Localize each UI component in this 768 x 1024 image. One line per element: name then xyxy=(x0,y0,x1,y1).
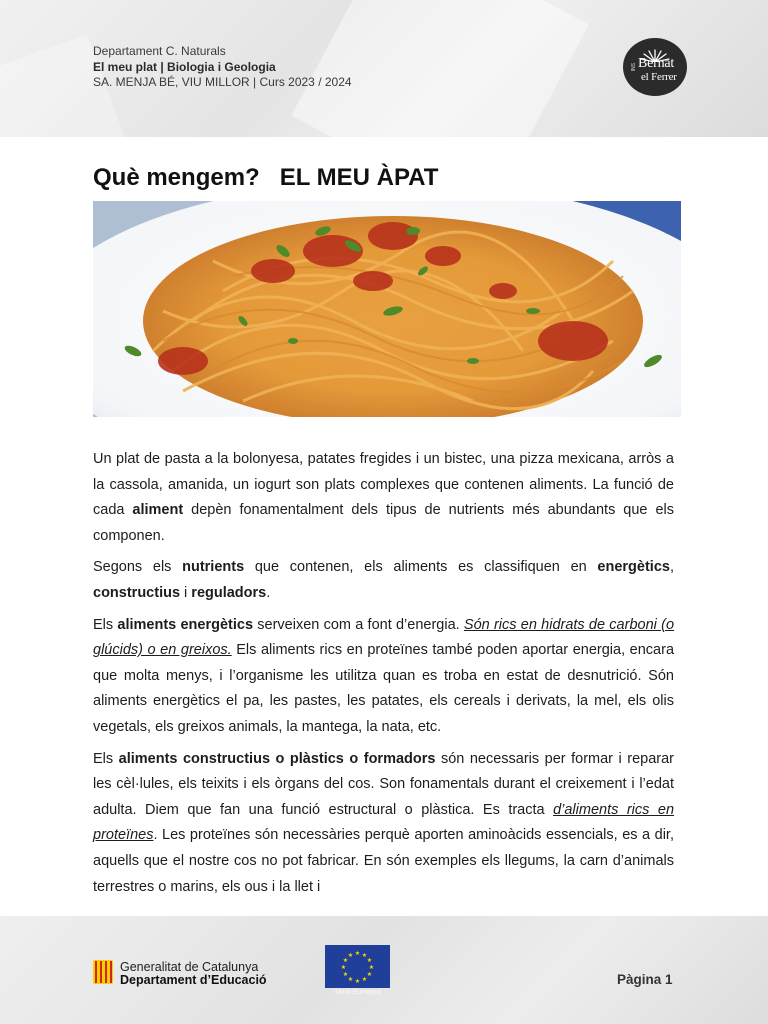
text-span: són necessaris per formar i reparar les cèl·lules, els teixits i els òrgans del cos. Son fonamentals durant el creixement i l’edat adulta. Diem que fan una funció estructural o plàstica. Es tracta xyxy=(93,750,674,818)
text-span: Els xyxy=(93,750,119,767)
svg-text:★: ★ xyxy=(361,976,368,983)
svg-text:★: ★ xyxy=(342,957,349,964)
eu-label: Unió Europea xyxy=(335,989,381,996)
eu-flag-icon xyxy=(325,945,390,988)
body-text xyxy=(93,447,674,906)
bold-term: constructius xyxy=(93,584,181,601)
logo-prefix: INS xyxy=(631,63,637,72)
header-info xyxy=(93,44,352,91)
eu-stars-icon xyxy=(325,945,390,988)
spaghetti-illustration xyxy=(93,201,681,417)
paragraph-constructive xyxy=(93,747,674,901)
bold-term: aliments constructius o plàstics o formadors xyxy=(118,750,436,767)
page-title: Què mengem? EL MEU ÀPAT xyxy=(93,164,439,191)
senyera-icon xyxy=(93,960,113,984)
page-number: Pàgina 1 xyxy=(617,972,673,987)
bold-term: aliment xyxy=(132,502,184,519)
subject-name: El meu plat | Biologia i Geologia xyxy=(93,59,276,74)
text-span: Segons els xyxy=(93,559,183,576)
eu-logo xyxy=(325,945,391,1009)
text-span: , xyxy=(669,559,674,576)
emphasized-text: d’aliments rics en proteïnes xyxy=(93,801,675,844)
logo-line1: Bernat xyxy=(638,56,675,71)
svg-text:★: ★ xyxy=(361,952,368,959)
svg-text:★: ★ xyxy=(354,978,361,985)
text-span: Els xyxy=(93,616,118,633)
bold-term: reguladors xyxy=(191,584,267,601)
text-span: i xyxy=(180,584,192,601)
text-span: depèn fonamentalment dels tipus de nutrients més abundants que els componen. xyxy=(93,502,674,544)
text-span: que contenen, els aliments es classifiquen en xyxy=(244,559,598,576)
svg-text:★: ★ xyxy=(368,964,375,971)
bold-term: energètics xyxy=(597,559,670,576)
svg-text:★: ★ xyxy=(342,971,349,978)
svg-text:★: ★ xyxy=(340,964,347,971)
department-name: Departament C. Naturals xyxy=(93,44,226,58)
page-header xyxy=(0,0,768,137)
svg-text:★: ★ xyxy=(366,957,373,964)
text-span: . xyxy=(266,584,271,601)
svg-text:★: ★ xyxy=(354,950,361,957)
gencat-line1: Generalitat de Catalunya xyxy=(120,960,259,974)
text-span: Els aliments rics en proteïnes també poden aportar energia, encara que molta menys, i l’organisme les utilitza quan es troba en estat de desnutrició. Són aliments energètics el pa, les pastes, les patates, els cereals i derivats, la mel, els olis vegetals, els greixos animals, la mantega, la nata, etc. xyxy=(93,642,675,735)
school-logo xyxy=(623,38,687,96)
logo-line2: el Ferrer xyxy=(641,71,677,83)
paragraph-intro xyxy=(93,447,674,549)
bold-term: nutrients xyxy=(182,559,245,576)
text-span: serveixen com a font d’energia. xyxy=(253,616,464,633)
text-span: . Les proteïnes són necessàries perquè aporten aminoàcids essencials, es a dir, aquells que el nostre cos no pot fabricar. En són exemples els llegums, la carn d’animals terrestres o marins, els ous i la llet i xyxy=(93,827,674,895)
svg-text:★: ★ xyxy=(347,952,354,959)
text-span: Un plat de pasta a la bolonyesa, patates fregides i un bistec, una pizza mexicana, arròs a la cassola, amanida, un iogurt son plats complexes que contenen aliments. La funció de cada xyxy=(93,451,674,519)
bold-term: aliments energètics xyxy=(117,616,254,633)
paragraph-nutrients xyxy=(93,555,674,606)
svg-text:★: ★ xyxy=(366,971,373,978)
svg-text:★: ★ xyxy=(347,976,354,983)
gencat-line2: Departament d’Educació xyxy=(120,973,267,987)
emphasized-text: Són rics en hidrats de carboni (o glúcids) o en greixos. xyxy=(93,616,675,659)
page-footer xyxy=(0,916,768,1024)
course-info: SA. MENJA BÉ, VIU MILLOR | Curs 2023 / 2024 xyxy=(93,75,352,89)
paragraph-energetics xyxy=(93,613,674,741)
spaghetti-photo xyxy=(93,201,681,417)
